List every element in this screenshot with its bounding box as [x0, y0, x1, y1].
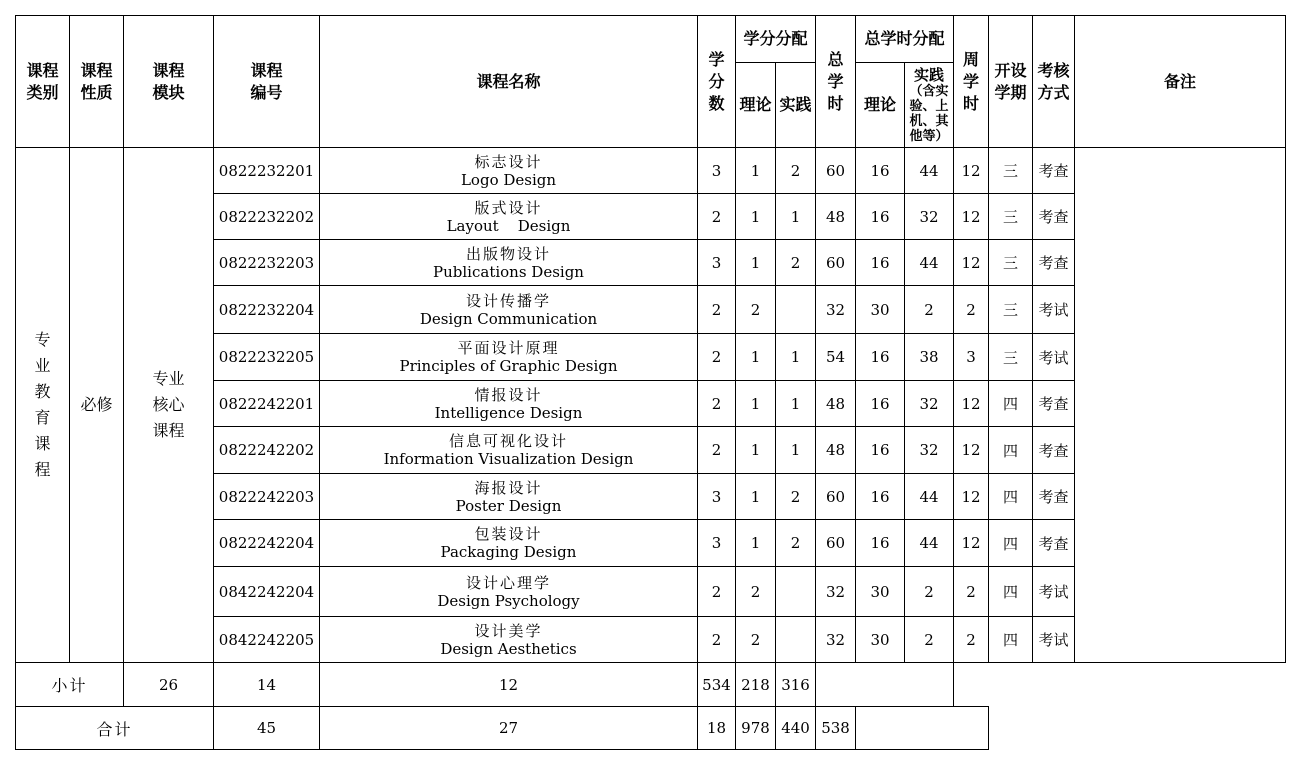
table-row [16, 148, 1286, 194]
hour-theory-cell: 16 [856, 427, 905, 474]
course-code: 0822232204 [214, 286, 320, 334]
category-char: 育 [34, 408, 51, 427]
credits-cell: 2 [698, 286, 736, 334]
course-name-en: Principles of Graphic Design [399, 357, 618, 375]
course-code: 0822242201 [214, 381, 320, 427]
credit-practice-cell: 2 [776, 474, 816, 520]
module-line: 核心 [152, 395, 185, 414]
hour-theory-cell: 16 [856, 240, 905, 286]
header-remark: 备注 [1075, 16, 1286, 148]
header-credit-practice: 实践 [776, 63, 816, 148]
subtotal-row [16, 663, 1286, 707]
semester-cell: 四 [989, 520, 1033, 567]
hour-practice-cell: 32 [905, 381, 954, 427]
module-line: 专业 [152, 369, 185, 388]
nature-cell: 必修 [70, 148, 124, 663]
total-hour-theory: 440 [776, 707, 816, 750]
course-name-cn: 出版物设计 [465, 244, 551, 263]
course-name [320, 334, 698, 381]
header-hour-practice: 实践 （含实 验、上 机、其 他等） [905, 63, 954, 148]
course-code: 0842242205 [214, 617, 320, 663]
hour-theory-cell: 16 [856, 520, 905, 567]
course-name-en: Layout Design [446, 216, 571, 235]
total-hours-cell: 60 [816, 240, 856, 286]
course-name-cn: 包装设计 [474, 525, 543, 543]
credit-practice-cell: 2 [776, 240, 816, 286]
week-hours-cell: 12 [954, 520, 989, 567]
credit-practice-cell: 2 [776, 148, 816, 194]
course-code: 0822232203 [214, 240, 320, 286]
course-code: 0822232202 [214, 194, 320, 240]
total-hours-cell: 54 [816, 334, 856, 381]
total-credit-theory: 27 [320, 707, 698, 750]
course-name [320, 617, 698, 663]
module-cell [124, 148, 214, 663]
week-hours-cell: 2 [954, 617, 989, 663]
hour-practice-cell: 2 [905, 286, 954, 334]
course-name [320, 427, 698, 474]
assessment-cell: 考查 [1033, 194, 1075, 240]
course-code: 0822242204 [214, 520, 320, 567]
course-table [15, 15, 1286, 750]
credit-practice-cell [776, 617, 816, 663]
week-hours-cell: 2 [954, 567, 989, 617]
hour-theory-cell: 16 [856, 334, 905, 381]
subtotal-empty [816, 663, 954, 707]
credit-practice-cell: 1 [776, 381, 816, 427]
header-assessment: 考核 方式 [1033, 16, 1075, 148]
subtotal-hour-practice: 316 [776, 663, 816, 707]
week-hours-cell: 12 [954, 194, 989, 240]
semester-cell: 四 [989, 617, 1033, 663]
credit-practice-cell: 2 [776, 520, 816, 567]
semester-cell: 三 [989, 194, 1033, 240]
subtotal-credit-theory: 14 [214, 663, 320, 707]
semester-cell: 三 [989, 240, 1033, 286]
remark-cell [1075, 148, 1286, 663]
semester-cell: 三 [989, 148, 1033, 194]
hour-practice-cell: 44 [905, 240, 954, 286]
course-name [320, 474, 698, 520]
assessment-cell: 考试 [1033, 617, 1075, 663]
week-hours-cell: 12 [954, 148, 989, 194]
category-char: 程 [34, 460, 51, 479]
week-hours-cell: 2 [954, 286, 989, 334]
header-hour-theory: 理论 [856, 63, 905, 148]
course-table-page [15, 15, 1286, 750]
hour-practice-cell: 44 [905, 148, 954, 194]
course-name-cn: 标志设计 [474, 152, 543, 171]
hour-practice-cell: 2 [905, 567, 954, 617]
hour-theory-cell: 30 [856, 286, 905, 334]
course-code: 0842242204 [214, 567, 320, 617]
credits-cell: 3 [698, 520, 736, 567]
category-char: 课 [34, 434, 51, 453]
course-name-en: Publications Design [433, 262, 584, 281]
course-name-cn: 设计心理学 [465, 573, 551, 592]
course-code: 0822232201 [214, 148, 320, 194]
hour-practice-cell: 44 [905, 520, 954, 567]
hour-theory-cell: 30 [856, 567, 905, 617]
total-hours-cell: 48 [816, 427, 856, 474]
course-name-cn: 版式设计 [474, 198, 543, 217]
course-name [320, 286, 698, 334]
assessment-cell: 考查 [1033, 148, 1075, 194]
week-hours-cell: 12 [954, 240, 989, 286]
header-credit-theory: 理论 [736, 63, 776, 148]
course-name-cn: 海报设计 [474, 478, 543, 497]
total-hours-cell: 60 [816, 148, 856, 194]
credits-cell: 2 [698, 334, 736, 381]
course-name-cn: 平面设计原理 [457, 339, 560, 357]
total-hours-cell: 48 [816, 194, 856, 240]
credit-practice-cell: 1 [776, 194, 816, 240]
hour-theory-cell: 16 [856, 194, 905, 240]
total-hours-cell: 60 [816, 474, 856, 520]
header-module: 课程 模块 [124, 16, 214, 148]
course-code: 0822242203 [214, 474, 320, 520]
header-week-hours: 周 学 时 [954, 16, 989, 148]
header-semester: 开设 学期 [989, 16, 1033, 148]
subtotal-credit-practice: 12 [320, 663, 698, 707]
credits-cell: 3 [698, 240, 736, 286]
total-hours-cell: 48 [816, 381, 856, 427]
semester-cell: 四 [989, 381, 1033, 427]
credit-practice-cell: 1 [776, 334, 816, 381]
assessment-cell: 考查 [1033, 520, 1075, 567]
hour-practice-cell: 32 [905, 194, 954, 240]
header-total-hours: 总 学 时 [816, 16, 856, 148]
course-name [320, 194, 698, 240]
course-name-en: Intelligence Design [434, 403, 583, 422]
assessment-cell: 考试 [1033, 567, 1075, 617]
course-code: 0822242202 [214, 427, 320, 474]
course-name [320, 240, 698, 286]
credit-theory-cell: 1 [736, 240, 776, 286]
subtotal-hour-theory: 218 [736, 663, 776, 707]
credit-theory-cell: 2 [736, 286, 776, 334]
hour-practice-cell: 44 [905, 474, 954, 520]
credit-theory-cell: 1 [736, 381, 776, 427]
course-name-en: Design Communication [419, 309, 598, 328]
credits-cell: 3 [698, 474, 736, 520]
week-hours-cell: 3 [954, 334, 989, 381]
header-credits: 学 分 数 [698, 16, 736, 148]
total-label: 合计 [16, 707, 214, 750]
credit-practice-cell [776, 286, 816, 334]
course-code: 0822232205 [214, 334, 320, 381]
course-name [320, 148, 698, 194]
semester-cell: 四 [989, 427, 1033, 474]
course-name-cn: 设计传播学 [465, 291, 551, 310]
total-hours-cell: 32 [816, 286, 856, 334]
hour-practice-cell: 2 [905, 617, 954, 663]
credits-cell: 2 [698, 427, 736, 474]
assessment-cell: 考查 [1033, 240, 1075, 286]
total-hours-cell: 60 [816, 520, 856, 567]
total-credits: 45 [214, 707, 320, 750]
hour-practice-cell: 32 [905, 427, 954, 474]
total-hours: 978 [736, 707, 776, 750]
semester-cell: 四 [989, 567, 1033, 617]
credits-cell: 2 [698, 567, 736, 617]
hour-practice-cell: 38 [905, 334, 954, 381]
total-empty [856, 707, 989, 750]
course-name-en: Poster Design [455, 496, 562, 515]
credit-theory-cell: 1 [736, 520, 776, 567]
course-name [320, 567, 698, 617]
credit-theory-cell: 2 [736, 617, 776, 663]
credits-cell: 2 [698, 194, 736, 240]
total-credit-practice: 18 [698, 707, 736, 750]
semester-cell: 三 [989, 334, 1033, 381]
week-hours-cell: 12 [954, 427, 989, 474]
credit-theory-cell: 1 [736, 194, 776, 240]
category-cell [16, 148, 70, 663]
course-name-en: Design Aesthetics [440, 639, 577, 658]
category-char: 教 [34, 382, 51, 401]
assessment-cell: 考查 [1033, 427, 1075, 474]
category-char: 业 [34, 356, 51, 375]
credit-practice-cell [776, 567, 816, 617]
header-course-name: 课程名称 [320, 16, 698, 148]
semester-cell: 三 [989, 286, 1033, 334]
header-hour-alloc: 总学时分配 [856, 16, 954, 63]
module-line: 课程 [152, 421, 185, 440]
hour-theory-cell: 16 [856, 474, 905, 520]
header-code: 课程 编号 [214, 16, 320, 148]
subtotal-label: 小计 [16, 663, 124, 707]
header-nature: 课程 性质 [70, 16, 124, 148]
course-name-en: Logo Design [460, 170, 557, 189]
assessment-cell: 考试 [1033, 334, 1075, 381]
subtotal-hours: 534 [698, 663, 736, 707]
header-category: 课程 类别 [16, 16, 70, 148]
credit-practice-cell: 1 [776, 427, 816, 474]
subtotal-credits: 26 [124, 663, 214, 707]
hour-theory-cell: 16 [856, 381, 905, 427]
course-name-en: Design Psychology [437, 591, 580, 610]
course-name-cn: 情报设计 [474, 385, 543, 404]
course-name-en: Packaging Design [440, 543, 577, 561]
credit-theory-cell: 1 [736, 334, 776, 381]
hour-theory-cell: 16 [856, 148, 905, 194]
credit-theory-cell: 1 [736, 427, 776, 474]
credit-theory-cell: 2 [736, 567, 776, 617]
assessment-cell: 考查 [1033, 381, 1075, 427]
total-hour-practice: 538 [816, 707, 856, 750]
week-hours-cell: 12 [954, 381, 989, 427]
total-hours-cell: 32 [816, 567, 856, 617]
course-name-en: Information Visualization Design [383, 450, 634, 468]
credits-cell: 2 [698, 617, 736, 663]
semester-cell: 四 [989, 474, 1033, 520]
course-name-cn: 设计美学 [474, 621, 543, 640]
category-char: 专 [34, 330, 51, 349]
assessment-cell: 考试 [1033, 286, 1075, 334]
course-name [320, 381, 698, 427]
credit-theory-cell: 1 [736, 148, 776, 194]
total-hours-cell: 32 [816, 617, 856, 663]
course-name [320, 520, 698, 567]
credits-cell: 3 [698, 148, 736, 194]
week-hours-cell: 12 [954, 474, 989, 520]
assessment-cell: 考查 [1033, 474, 1075, 520]
credits-cell: 2 [698, 381, 736, 427]
course-name-cn: 信息可视化设计 [448, 432, 568, 450]
credit-theory-cell: 1 [736, 474, 776, 520]
header-credit-alloc: 学分分配 [736, 16, 816, 63]
total-row [16, 707, 1286, 750]
hour-theory-cell: 30 [856, 617, 905, 663]
